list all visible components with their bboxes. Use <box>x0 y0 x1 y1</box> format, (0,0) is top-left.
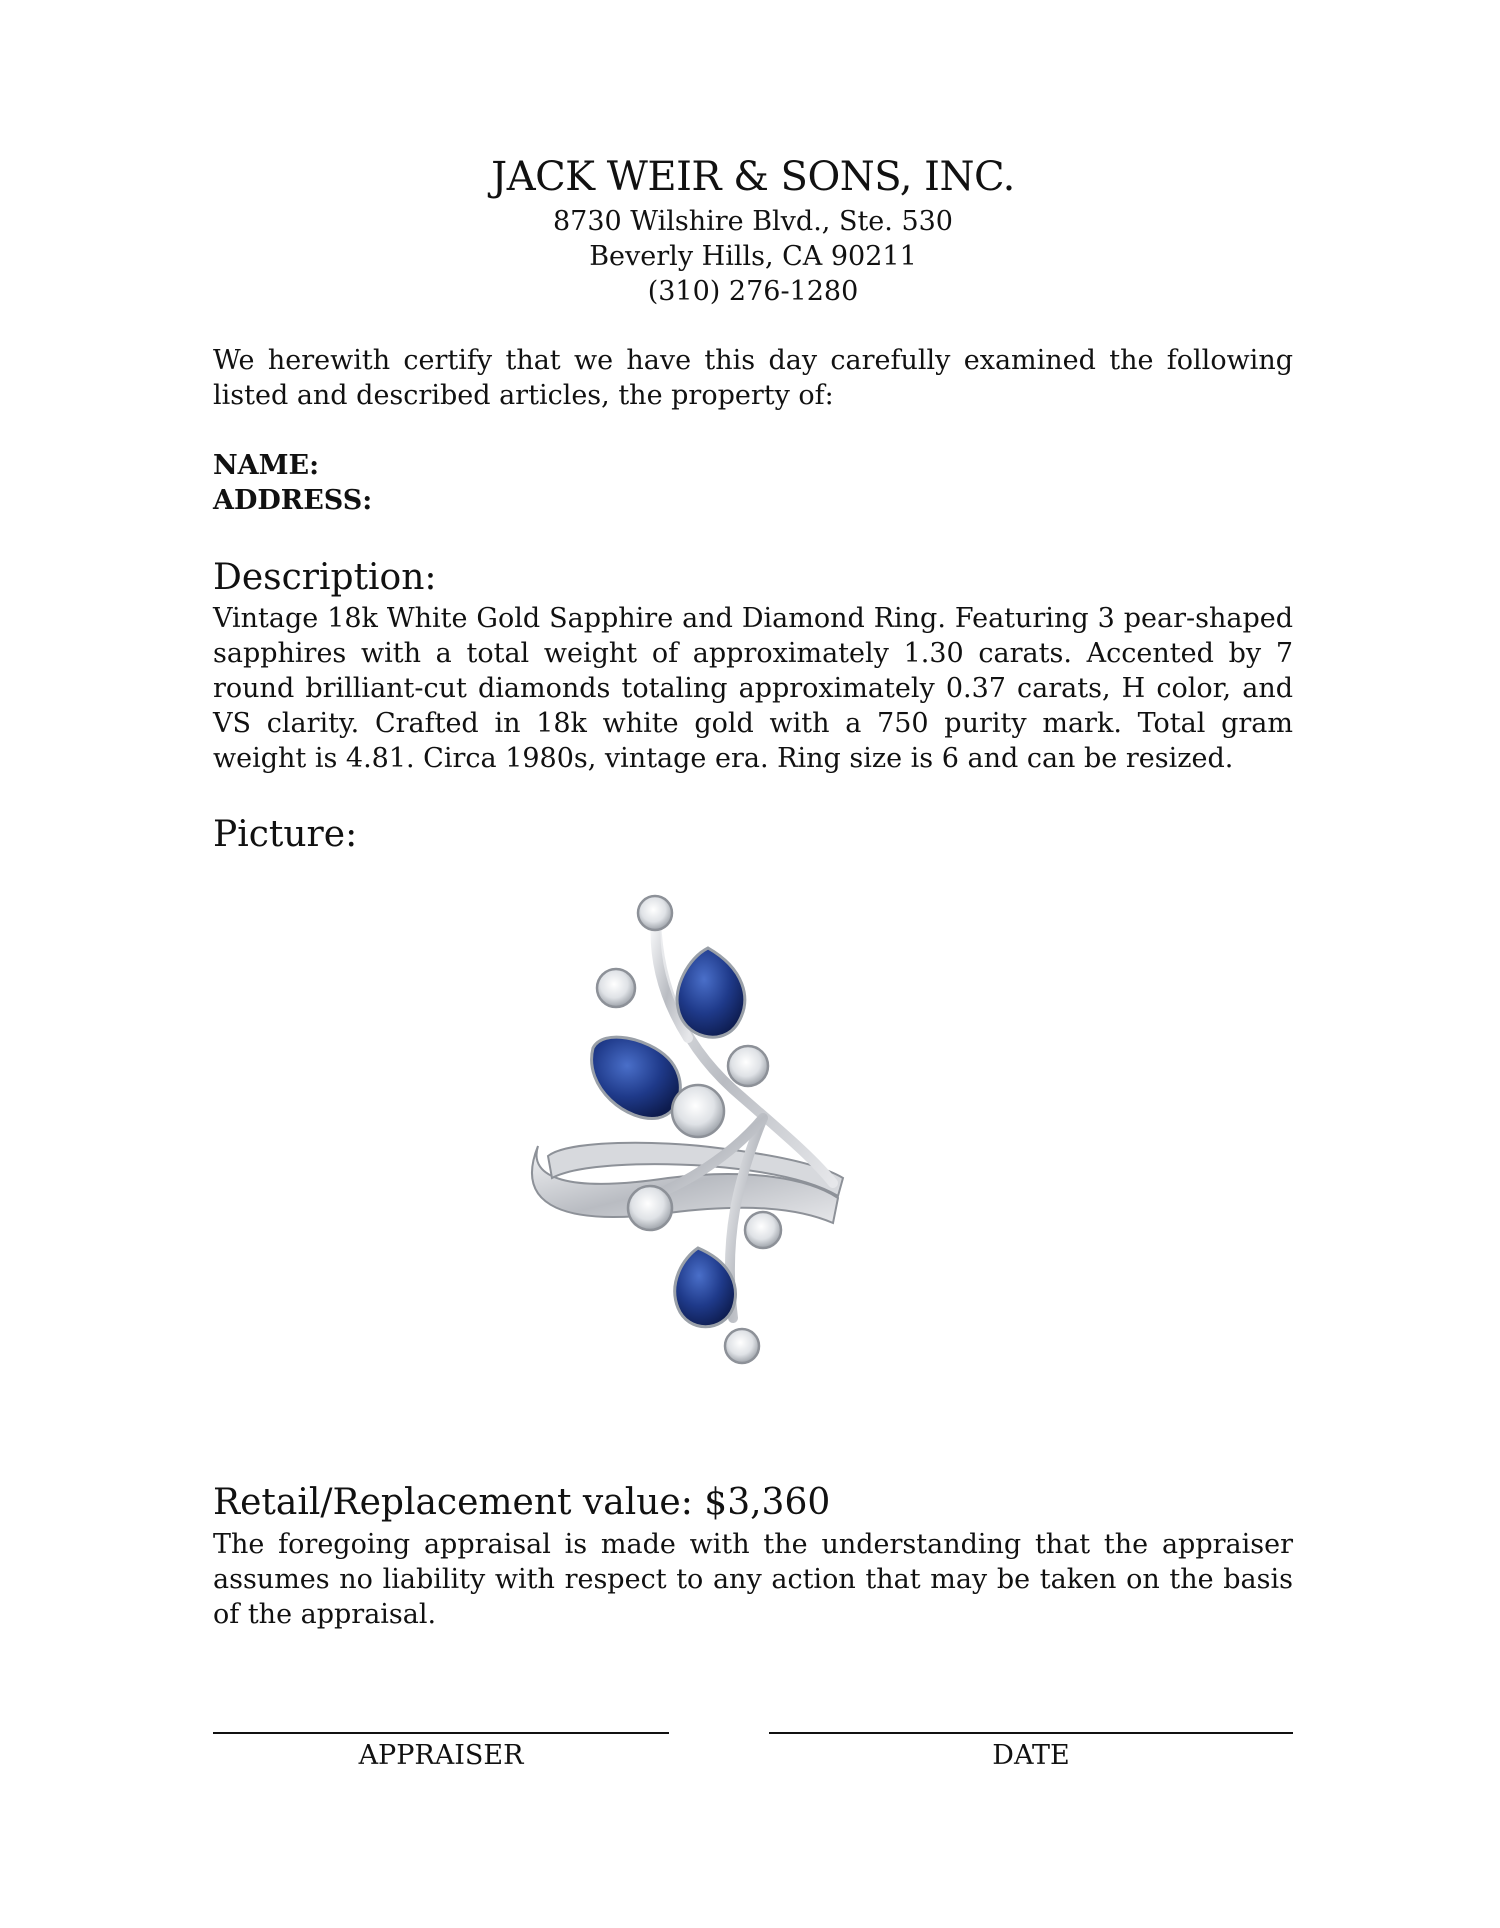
date-label: DATE <box>992 1740 1070 1771</box>
certification-statement: We herewith certify that we have this day carefully examined the following listed and described articles, the property of: <box>213 345 1293 411</box>
description-title: Description: <box>213 557 437 598</box>
name-label: NAME: <box>213 450 320 481</box>
picture-title: Picture: <box>213 814 358 855</box>
company-name: JACK WEIR & SONS, INC. <box>491 154 1015 200</box>
company-address-line1: 8730 Wilshire Blvd., Ste. 530 <box>553 206 953 237</box>
ring-illustration <box>508 878 908 1398</box>
date-signature-line <box>769 1732 1293 1734</box>
appraisal-disclaimer: The foregoing appraisal is made with the understanding that the appraiser assumes no liability with respect to any action that may be taken on the basis of the appraisal. <box>213 1529 1293 1630</box>
description-body: Vintage 18k White Gold Sapphire and Diamond Ring. Featuring 3 pear-shaped sapphires with a total weight of approximately 1.30 carats. Accented by 7 round brilliant-cut diamonds totaling approximately 0.37 carats, H color, and VS clarity. Crafted in 18k white gold with a 750 purity mark. Total gram weight is 4.81. Circa 1980s, vintage era. Ring size is 6 and can be resized. <box>213 603 1293 774</box>
letterhead <box>213 150 1293 309</box>
company-address-line2: Beverly Hills, CA 90211 <box>589 241 917 272</box>
appraiser-signature-line <box>213 1732 669 1734</box>
replacement-value: Retail/Replacement value: $3,360 <box>213 1482 831 1523</box>
ring-photo <box>508 878 908 1398</box>
address-label: ADDRESS: <box>213 485 373 516</box>
appraiser-label: APPRAISER <box>358 1740 524 1771</box>
company-phone: (310) 276-1280 <box>647 276 859 307</box>
owner-fields <box>213 448 1293 518</box>
